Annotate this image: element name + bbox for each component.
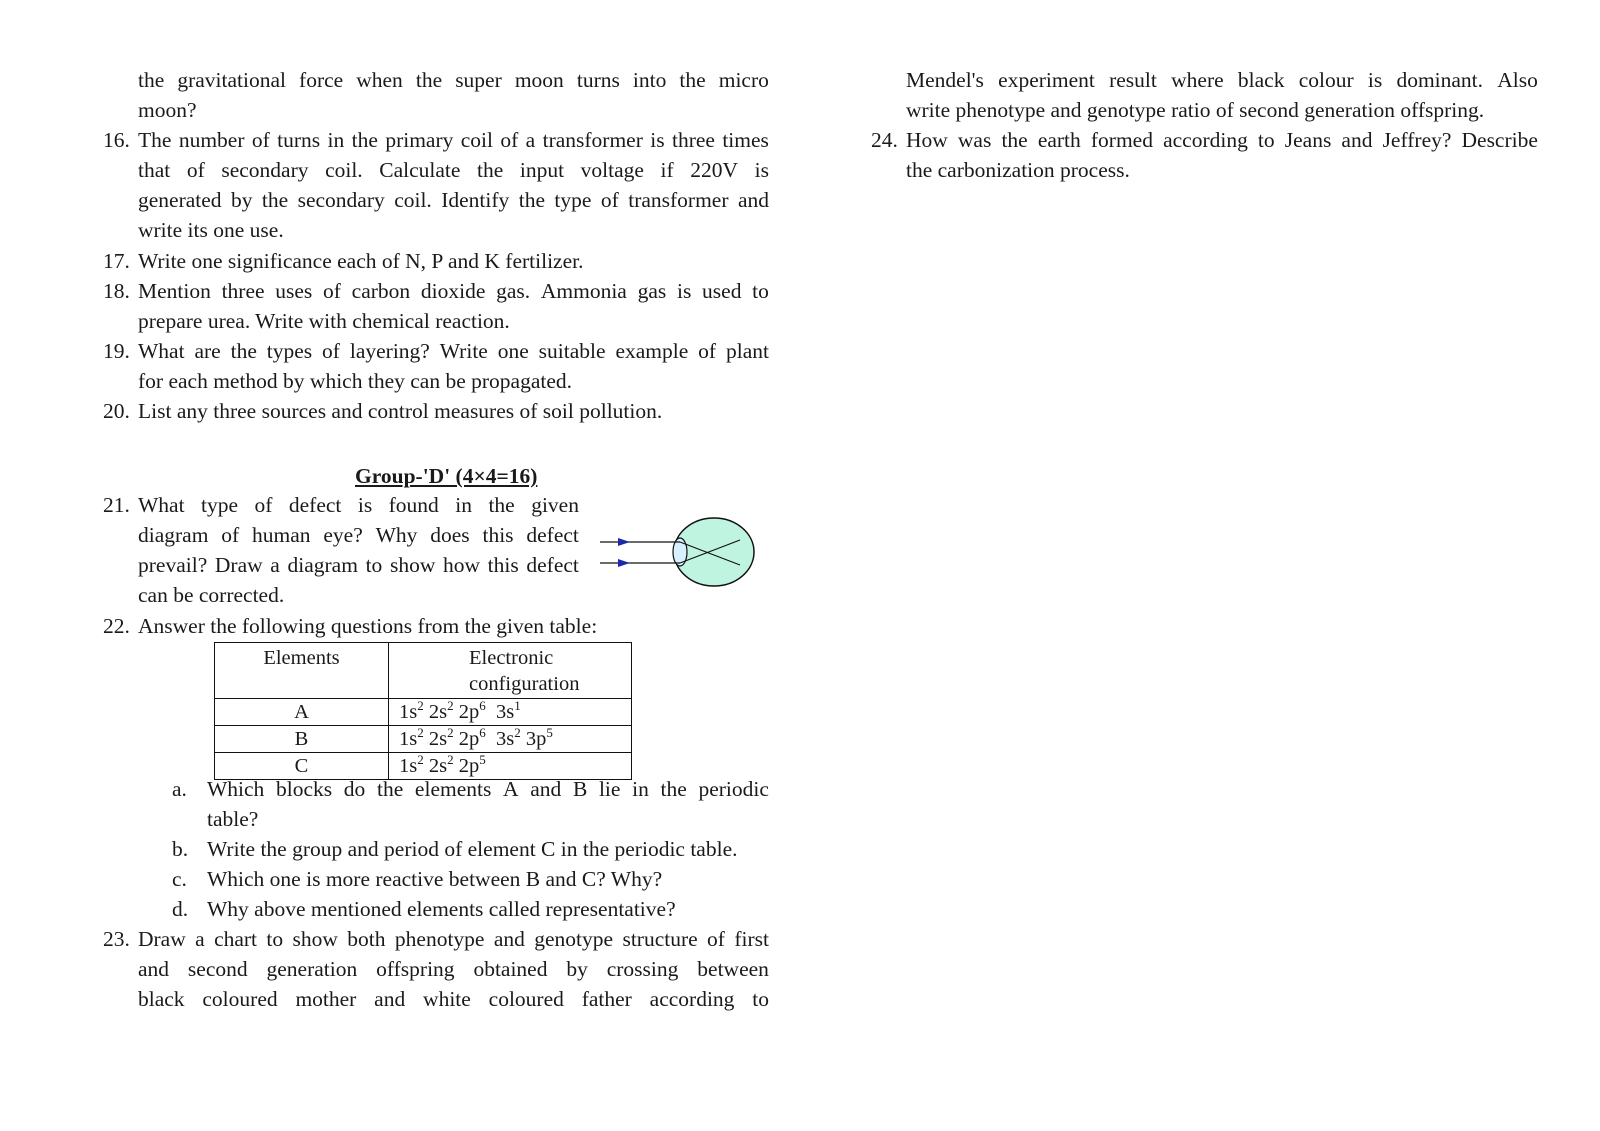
header-line: Electronic	[469, 647, 554, 669]
question-body	[138, 490, 579, 610]
header-elements: Elements	[215, 643, 389, 699]
human-eye-diagram	[598, 512, 758, 592]
question-text: List any three sources and control measures of soil pollution.	[138, 399, 663, 423]
arrow-head-icon	[618, 538, 630, 546]
text-line: for each method by which they can be propagated.	[138, 369, 573, 393]
sub-question-a	[172, 774, 769, 834]
question-number: 21.	[103, 493, 130, 517]
text-line: the gravitational force when the super moon turns into the micro	[138, 68, 769, 92]
table-row	[215, 699, 632, 726]
text-line: Draw a chart to show both phenotype and genotype structure of first	[138, 927, 769, 951]
question-number: 18.	[103, 279, 130, 303]
question-19	[103, 336, 769, 396]
question-21	[103, 490, 579, 610]
question-body	[138, 924, 769, 1014]
sub-text: Why above mentioned elements called representative?	[207, 897, 676, 921]
element-cell: C	[215, 753, 389, 780]
text-line: prevail? Draw a diagram to show how this defect	[138, 553, 579, 577]
question-number: 22.	[103, 614, 130, 638]
text-line: diagram of human eye? Why does this defect	[138, 523, 579, 547]
question-15-continuation	[138, 65, 769, 125]
question-number: 20.	[103, 399, 130, 423]
text-line: and second generation offspring obtained by crossing between	[138, 957, 769, 981]
text-line: Which blocks do the elements A and B lie in the periodic	[207, 777, 769, 801]
table-header-row	[215, 643, 632, 699]
electronic-configuration-table	[214, 642, 632, 780]
text-line: What type of defect is found in the given	[138, 493, 579, 517]
config-cell: $1s^2$ $2s^2$ $2p^5$	[389, 753, 632, 780]
question-body	[138, 276, 769, 336]
text-line: How was the earth formed according to Jeans and Jeffrey? Describe	[906, 128, 1538, 152]
text-line: The number of turns in the primary coil of a transformer is three times	[138, 128, 769, 152]
text-line: What are the types of layering? Write one suitable example of plant	[138, 339, 769, 363]
text-line: write its one use.	[138, 218, 284, 242]
element-cell: B	[215, 726, 389, 753]
question-16	[103, 125, 769, 245]
question-23-continuation	[906, 65, 1538, 125]
text-line: write phenotype and genotype ratio of second generation offspring.	[906, 98, 1485, 122]
question-number: 23.	[103, 927, 130, 951]
text-line: black coloured mother and white coloured father according to	[138, 987, 769, 1011]
question-body	[906, 125, 1538, 185]
question-text: Answer the following questions from the given table:	[138, 614, 598, 638]
sub-letter: d.	[172, 897, 189, 921]
text-line: the carbonization process.	[906, 158, 1130, 182]
text-line: generated by the secondary coil. Identify the type of transformer and	[138, 188, 769, 212]
sub-body	[207, 774, 769, 834]
header-line: configuration	[469, 673, 580, 695]
text-line: moon?	[138, 98, 197, 122]
header-configuration	[389, 643, 632, 699]
arrow-head-icon	[618, 559, 630, 567]
question-number: 19.	[103, 339, 130, 363]
question-24	[871, 125, 1538, 185]
sub-question-c	[172, 864, 769, 894]
text-line: Mention three uses of carbon dioxide gas. Ammonia gas is used to	[138, 279, 769, 303]
sub-letter: a.	[172, 777, 187, 801]
text-line: table?	[207, 807, 259, 831]
sub-text: Write the group and period of element C in the periodic table.	[207, 837, 738, 861]
element-cell: A	[215, 699, 389, 726]
question-22	[103, 611, 769, 641]
sub-text: Which one is more reactive between B and C? Why?	[207, 867, 663, 891]
question-text: Write one significance each of N, P and K fertilizer.	[138, 249, 584, 273]
text-line: can be corrected.	[138, 583, 285, 607]
question-20	[103, 396, 769, 426]
question-17	[103, 246, 769, 276]
sub-question-b	[172, 834, 769, 864]
table-row	[215, 726, 632, 753]
question-number: 17.	[103, 249, 130, 273]
config-cell: $1s^2$ $2s^2$ $2p^6$ $3s^2$ $3p^5$	[389, 726, 632, 753]
config-cell: $1s^2$ $2s^2$ $2p^6$ $3s^1$	[389, 699, 632, 726]
question-body	[138, 336, 769, 396]
question-23	[103, 924, 769, 1014]
text-line: Mendel's experiment result where black colour is dominant. Also	[906, 68, 1538, 92]
text-line: that of secondary coil. Calculate the input voltage if 220V is	[138, 158, 769, 182]
text-line: prepare urea. Write with chemical reaction.	[138, 309, 510, 333]
question-body	[138, 125, 769, 245]
sub-letter: b.	[172, 837, 189, 861]
sub-letter: c.	[172, 867, 187, 891]
question-number: 16.	[103, 128, 130, 152]
group-heading: Group-'D' (4×4=16)	[355, 464, 538, 488]
question-18	[103, 276, 769, 336]
sub-question-d	[172, 894, 769, 924]
question-number: 24.	[871, 128, 898, 152]
